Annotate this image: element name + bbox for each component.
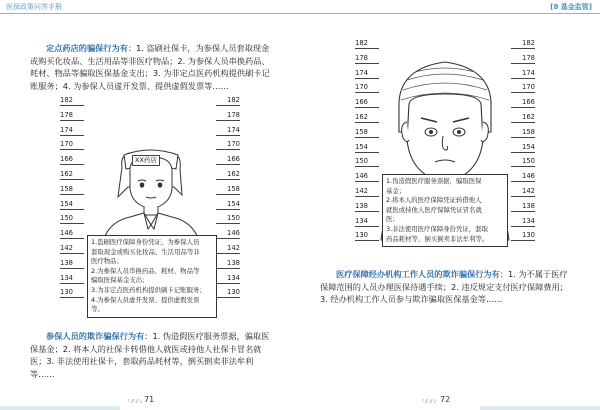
insured-fraud-body: 1. 伪造假医疗服务票据，骗取医保基金；2. 将本人的社保卡转借他人就医或持他人社保卡冒名就医；3. 非法使用社保卡，套取药品耗材等，倒买倒卖非法牟利等…… bbox=[30, 331, 270, 379]
right-tick-left: 178 bbox=[355, 53, 368, 62]
left-tick-right: 166 bbox=[227, 155, 240, 164]
left-tick-left: 162 bbox=[60, 170, 73, 178]
pharmacy-sign-line: 骗取医保基金支出； bbox=[91, 276, 149, 285]
left-tick-right: 178 bbox=[227, 110, 240, 119]
pharmacy-fraud-sign bbox=[87, 235, 217, 318]
right-tick-left: 166 bbox=[355, 98, 368, 107]
insured-fraud-sign bbox=[382, 174, 508, 247]
left-tick-right: 174 bbox=[227, 125, 240, 134]
right-tick-right: 130 bbox=[522, 231, 535, 240]
insured-fraud-lead: 参保人员的欺诈骗保行为有： bbox=[46, 331, 153, 341]
chapter-label: [8 基金监管] bbox=[550, 3, 592, 11]
left-tick-left: 138 bbox=[60, 258, 73, 267]
left-tick-left: 134 bbox=[60, 273, 73, 282]
right-tick-right: 138 bbox=[522, 201, 535, 210]
right-tick-right: 134 bbox=[522, 216, 535, 225]
left-tick-left: 182 bbox=[60, 96, 73, 104]
right-tick-right: 166 bbox=[522, 98, 535, 107]
left-footer-slash bbox=[128, 399, 142, 403]
insured-sign-line: 1.伪造假医疗服务票据，骗取医保 bbox=[386, 177, 482, 185]
pharmacy-sign-line: 2.为参保人员串换药品、耗材、物品等 bbox=[91, 266, 200, 275]
right-tick-left: 130 bbox=[355, 231, 368, 240]
right-tick-left: 146 bbox=[355, 172, 368, 181]
right-tick-right: 146 bbox=[522, 172, 535, 181]
pharmacy-fraud-paragraph bbox=[30, 42, 270, 92]
right-tick-left: 154 bbox=[355, 142, 368, 151]
cap-label: XX药店 bbox=[132, 155, 160, 166]
left-tick-right: 150 bbox=[227, 214, 240, 223]
right-tick-right: 158 bbox=[522, 127, 535, 136]
right-tick-right: 150 bbox=[522, 157, 535, 166]
right-tick-right: 178 bbox=[522, 53, 535, 62]
left-tick-left: 150 bbox=[60, 214, 73, 223]
pharmacy-fraud-body: 1. 盗刷社保卡，为参保人员套取现金或购买化妆品、生活用品等非医疗物品；2. 为参保人员串换药品、耗材、物品等骗取医保基金支出；3. 为非定点医药机构提供刷卡记账服务；4. 为参保人员虚开发票、提供虚假发票等…… bbox=[30, 43, 270, 91]
left-tick-right: 162 bbox=[227, 170, 240, 178]
left-tick-left: 174 bbox=[60, 125, 73, 134]
left-tick-right: 154 bbox=[227, 199, 240, 208]
pharmacy-sign-line: 套取现金或购买化妆品、生活用品等非 bbox=[91, 247, 200, 256]
right-footer-stripe bbox=[480, 406, 600, 410]
left-tick-right: 138 bbox=[227, 258, 240, 267]
insured-sign-line: 2.将本人的医疗保障凭证转借他人 bbox=[386, 196, 482, 205]
pharmacy-sign-line: 1.盗刷医疗保障身份凭证，为参保人员 bbox=[91, 238, 200, 246]
left-page-number: 71 bbox=[144, 395, 155, 404]
insured-sign-line: 医； bbox=[386, 215, 399, 224]
left-tick-right: 182 bbox=[227, 96, 240, 104]
right-tick-right: 182 bbox=[522, 39, 535, 47]
agency-fraud-lead: 医疗保障经办机构工作人员的欺诈骗保行为有： bbox=[336, 269, 508, 279]
right-tick-left: 142 bbox=[355, 187, 368, 195]
left-height-chart bbox=[60, 96, 240, 314]
left-tick-right: 146 bbox=[227, 229, 240, 238]
right-footer-slash bbox=[422, 399, 436, 403]
pharmacy-sign-line: 4.为参保人员虚开发票、提供虚假发票 bbox=[91, 295, 200, 304]
book-title: 医保政策问答手册 bbox=[6, 3, 62, 11]
right-tick-left: 170 bbox=[355, 83, 368, 92]
right-tick-right: 170 bbox=[522, 83, 535, 92]
left-tick-left: 158 bbox=[60, 184, 73, 193]
pharmacy-sign-line: 医疗物品； bbox=[91, 257, 123, 266]
left-tick-left: 178 bbox=[60, 110, 73, 119]
insured-sign-line: 药品耗材等，倒买倒卖非法牟利等。 bbox=[386, 234, 489, 243]
insured-sign-line: 就医或持他人医疗保障凭证冒名就 bbox=[386, 205, 482, 214]
right-height-chart bbox=[355, 40, 535, 250]
insured-sign-line: 3.非法使用医疗保障身份凭证，套取 bbox=[386, 224, 488, 233]
left-tick-right: 158 bbox=[227, 184, 240, 193]
right-tick-left: 138 bbox=[355, 201, 368, 210]
pharmacy-sign-line: 3.为非定点医药机构提供刷卡记账服务； bbox=[91, 285, 206, 294]
right-page-number: 72 bbox=[440, 395, 451, 404]
insured-fraud-paragraph bbox=[30, 330, 274, 380]
pharmacy-fraud-lead: 定点药店的骗保行为有： bbox=[46, 43, 137, 53]
left-tick-right: 142 bbox=[227, 244, 240, 252]
right-tick-right: 174 bbox=[522, 68, 535, 77]
agency-fraud-paragraph bbox=[320, 268, 570, 306]
left-tick-right: 130 bbox=[227, 288, 240, 297]
right-tick-left: 158 bbox=[355, 127, 368, 136]
left-tick-right: 170 bbox=[227, 140, 240, 149]
right-tick-left: 174 bbox=[355, 68, 368, 77]
left-footer-stripe bbox=[0, 406, 120, 410]
agency-fraud-body: 1. 为不属于医疗保障范围的人员办理医保待遇手续；2. 违反规定支付医疗保障费用；3. 经办机构工作人员参与欺诈骗取医保基金等…… bbox=[320, 269, 568, 304]
right-tick-right: 162 bbox=[522, 113, 535, 121]
left-tick-left: 142 bbox=[60, 244, 73, 252]
page-header bbox=[0, 0, 600, 14]
right-tick-right: 142 bbox=[522, 187, 535, 195]
insured-sign-line: 基金； bbox=[386, 186, 406, 195]
right-tick-left: 150 bbox=[355, 157, 368, 166]
left-tick-left: 170 bbox=[60, 140, 73, 149]
right-tick-left: 134 bbox=[355, 216, 368, 225]
left-tick-left: 154 bbox=[60, 199, 73, 208]
right-tick-left: 162 bbox=[355, 113, 368, 121]
right-tick-left: 182 bbox=[355, 39, 368, 47]
left-tick-left: 146 bbox=[60, 229, 73, 238]
pharmacy-sign-line: 等。 bbox=[91, 305, 104, 314]
left-tick-left: 166 bbox=[60, 155, 73, 164]
right-tick-right: 154 bbox=[522, 142, 535, 151]
left-tick-left: 130 bbox=[60, 288, 73, 297]
left-tick-right: 134 bbox=[227, 273, 240, 282]
